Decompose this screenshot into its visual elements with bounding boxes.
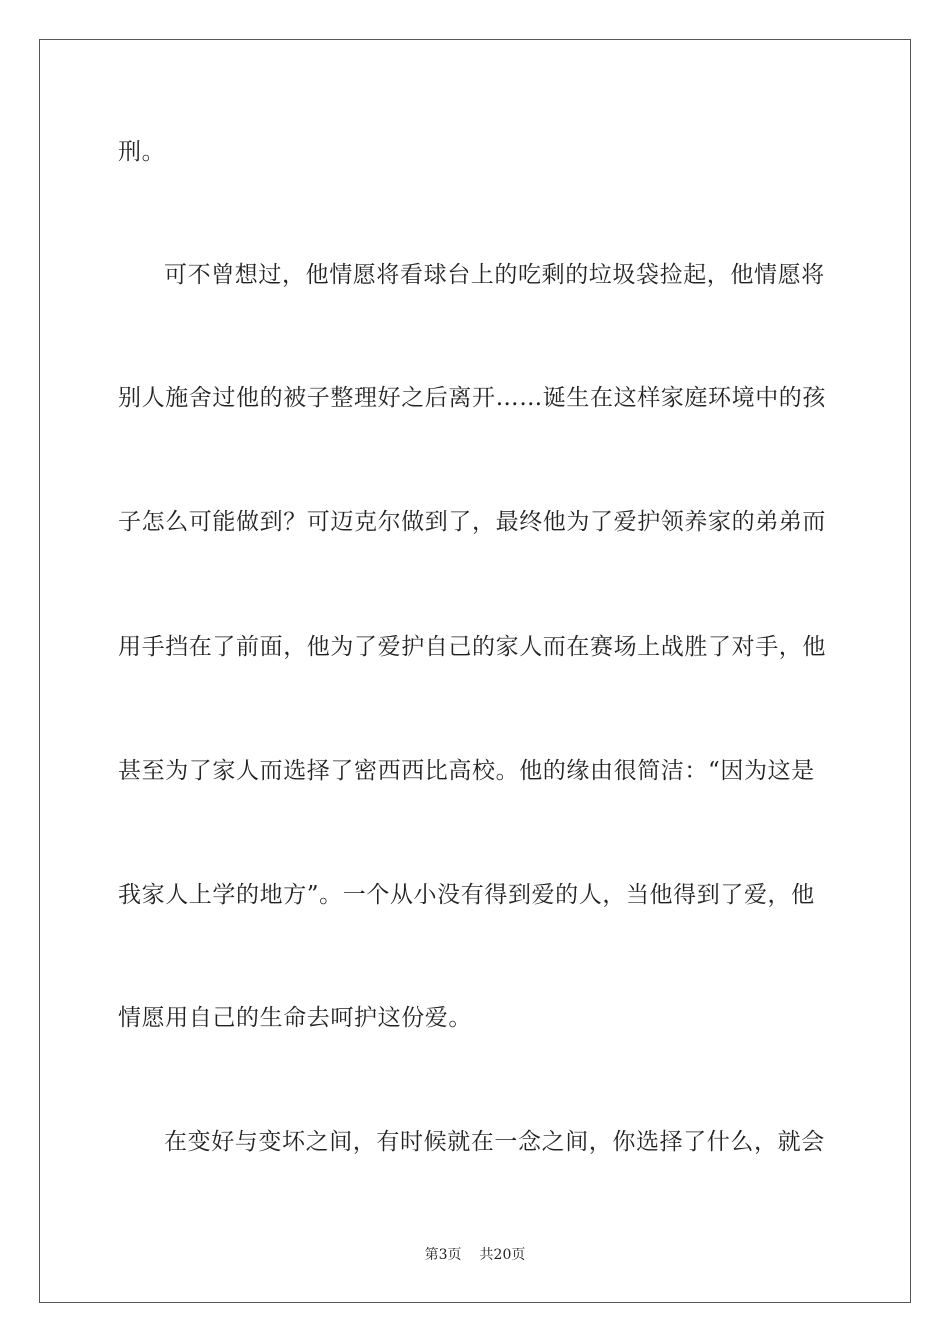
text-line-9: 在变好与变坏之间，有时候就在一念之间，你选择了什么，就会 [164,1129,825,1155]
text-line-6: 甚至为了家人而选择了密西西比高校。他的缘由很简洁：“因为这是 [118,758,815,784]
text-line-2: 可不曾想过，他情愿将看球台上的吃剩的垃圾袋捡起，他情愿将 [164,262,825,288]
text-line-3: 别人施舍过他的被子整理好之后离开……诞生在这样家庭环境中的孩 [118,385,826,411]
page-total: 共20页 [479,1247,526,1263]
text-line-7: 我家人上学的地方”。一个从小没有得到爱的人，当他得到了爱，他 [118,882,815,908]
text-line-8: 情愿用自己的生命去呵护这份爱。 [118,1005,472,1031]
text-line-4: 子怎么可能做到？可迈克尔做到了，最终他为了爱护领养家的弟弟而 [118,509,826,535]
page-footer [0,1246,950,1264]
text-line-1: 刑。 [118,139,166,165]
text-line-5: 用手挡在了前面，他为了爱护自己的家人而在赛场上战胜了对手，他 [118,634,826,660]
page-number: 第3页 [424,1247,462,1263]
page-border [39,39,911,1303]
